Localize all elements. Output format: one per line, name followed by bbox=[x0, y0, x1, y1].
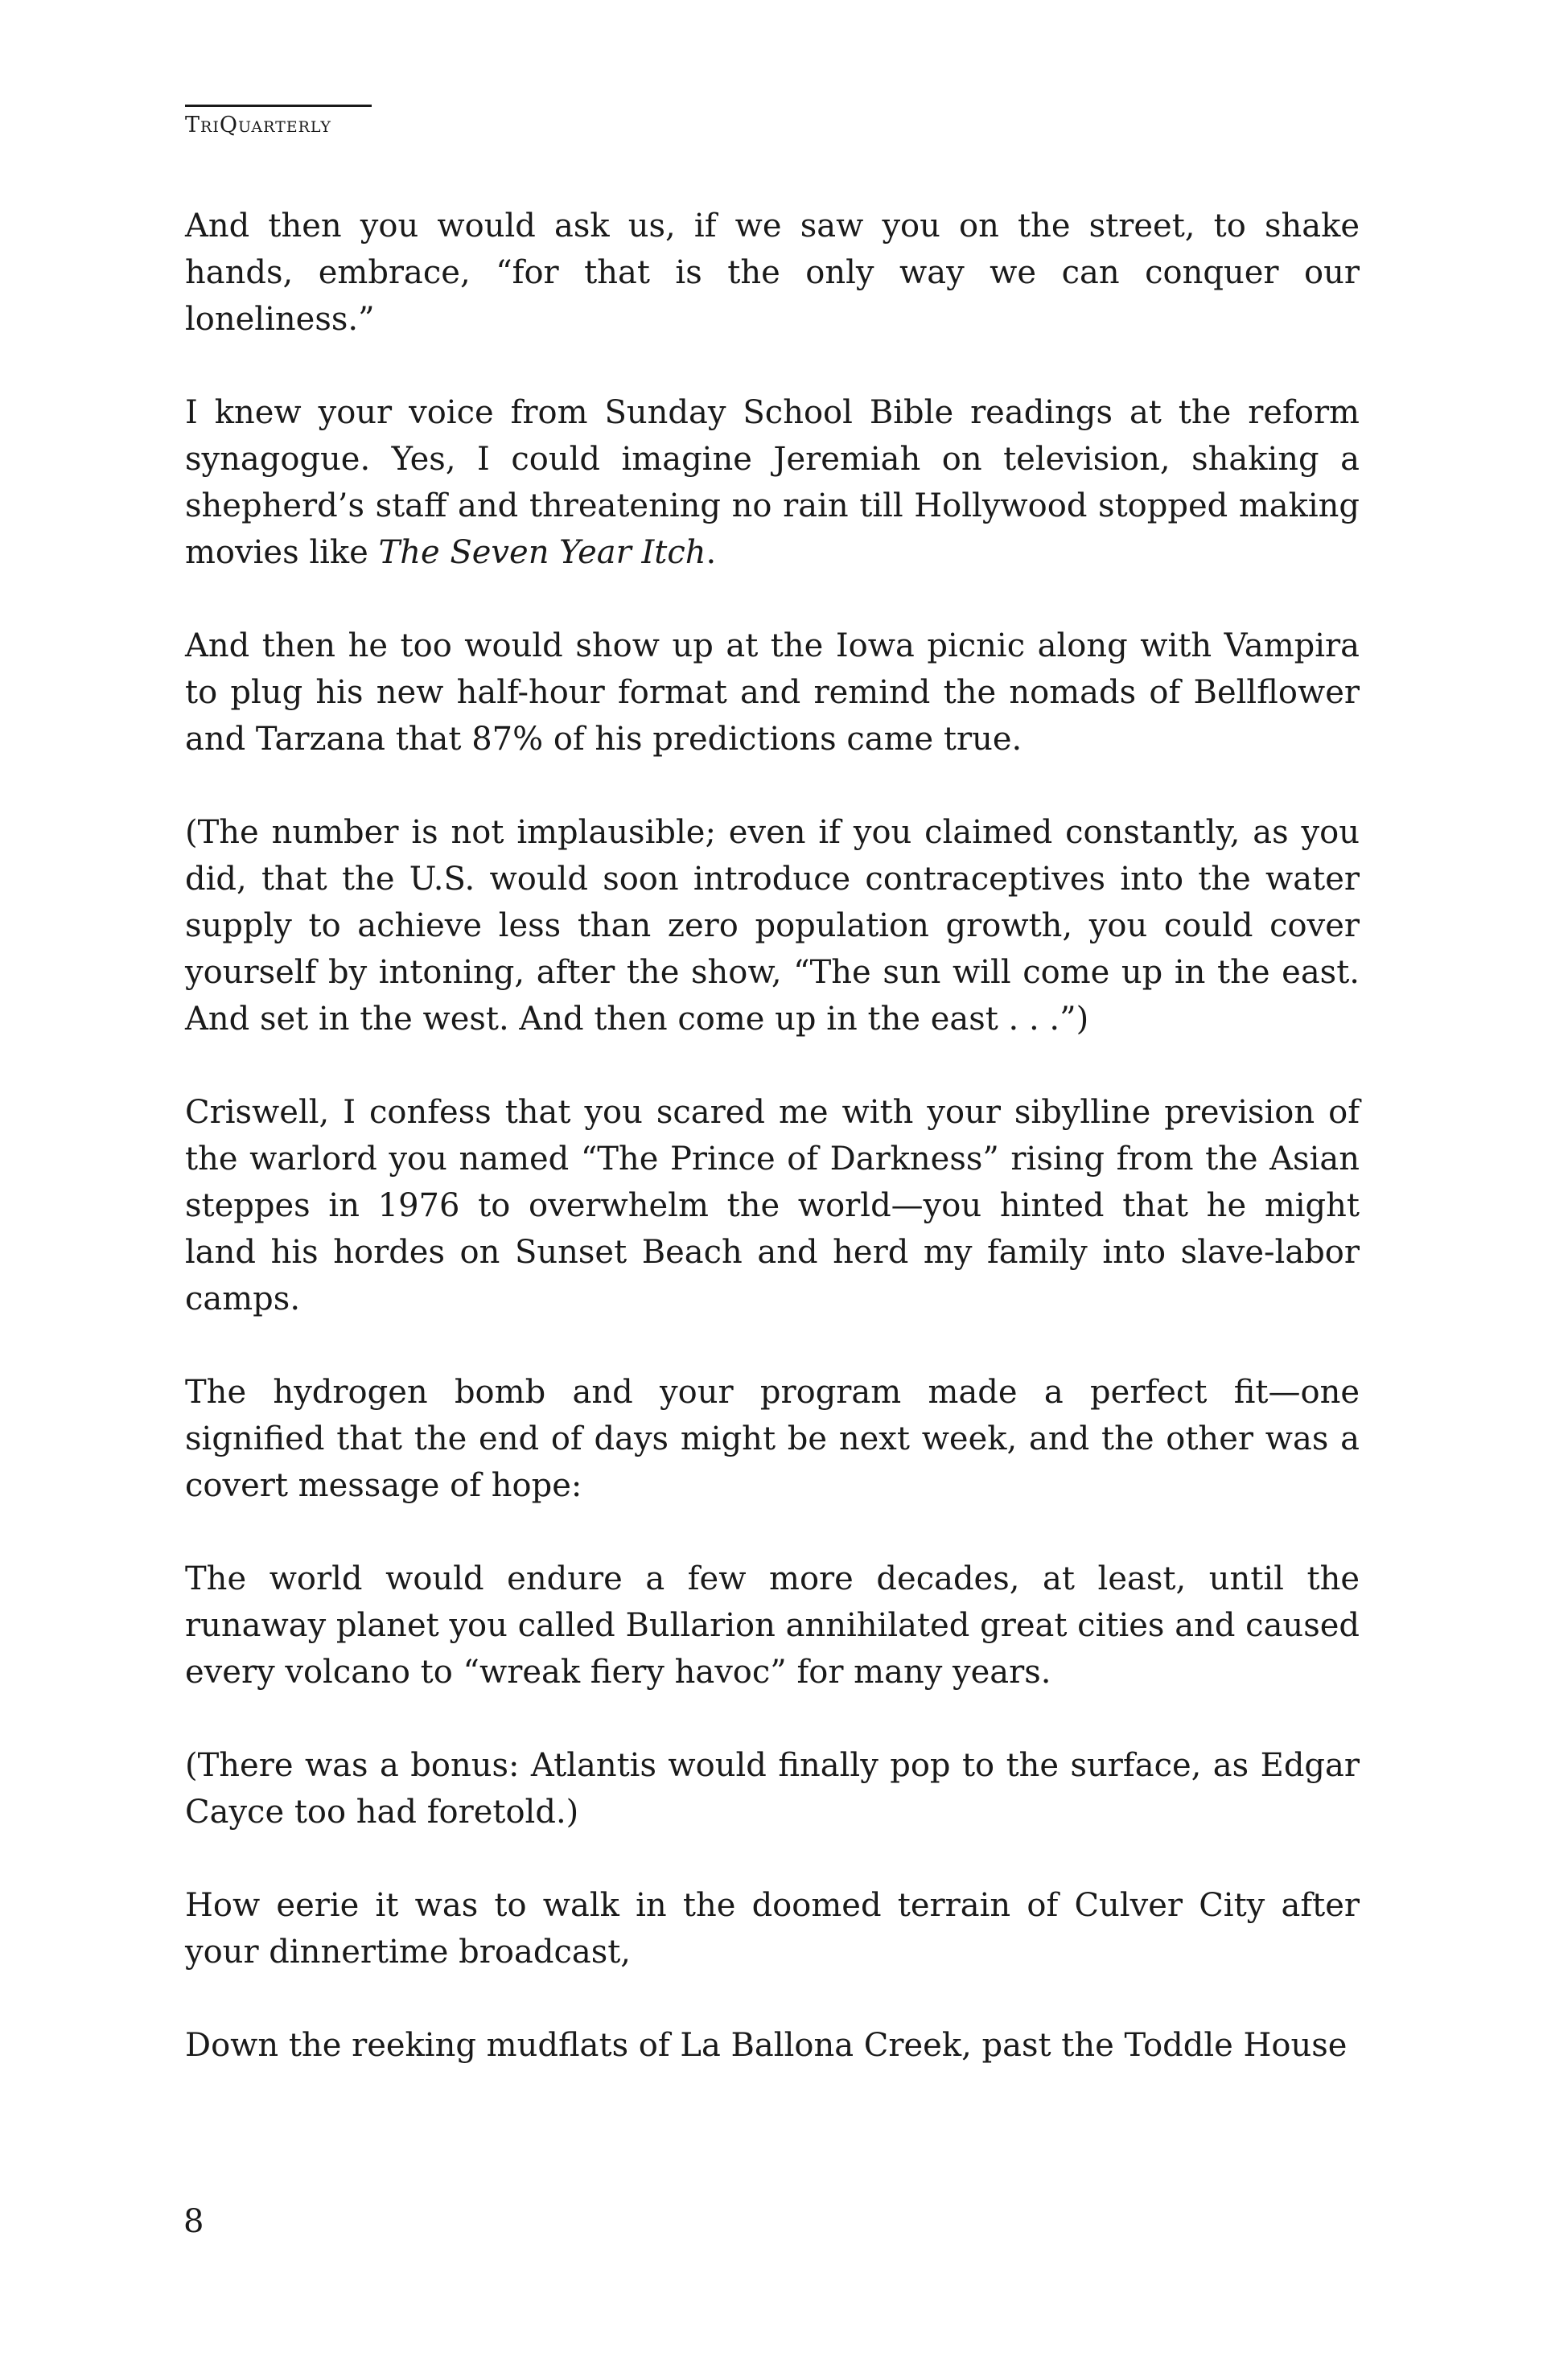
film-title: The Seven Year Itch bbox=[378, 534, 706, 571]
running-header: TriQuarterly bbox=[185, 113, 331, 138]
paragraph-8: (There was a bonus: Atlantis would finally pop to the surface, as Edgar Cayce too had foretold.) bbox=[185, 1747, 1360, 1831]
paragraph-9: How eerie it was to walk in the doomed terrain of Culver City after your dinnertime broadcast, bbox=[185, 1887, 1360, 1971]
paragraph-4: (The number is not implausible; even if you claimed constantly, as you did, that the U.S. would soon introduce contraceptives into the water supply to achieve less than zero population growth, you could cover yourself by intoning, after the show, “The sun will come up in the east. And set in the west. And then come up in the east . . .”) bbox=[185, 814, 1360, 1038]
page-number: 8 bbox=[183, 2203, 204, 2240]
paragraph-6: The hydrogen bomb and your program made a perfect fit—one signified that the end of days might be next week, and the other was a covert message of hope: bbox=[185, 1374, 1360, 1504]
header-rule bbox=[185, 105, 372, 107]
paragraph-2-end: . bbox=[706, 534, 717, 571]
paragraph-7: The world would endure a few more decades, at least, until the runaway planet you called Bullarion annihilated great cities and caused every volcano to “wreak fiery havoc” for many years. bbox=[185, 1560, 1360, 1691]
paragraph-3: And then he too would show up at the Iowa picnic along with Vampira to plug his new half-hour format and remind the nomads of Bellflower and Tarzana that 87% of his predictions came true. bbox=[185, 627, 1360, 758]
body-text bbox=[185, 203, 1360, 2115]
paragraph-1: And then you would ask us, if we saw you on the street, to shake hands, embrace, “for that is the only way we can conquer our loneliness.” bbox=[185, 208, 1360, 338]
paragraph-5: Criswell, I confess that you scared me with your sibylline prevision of the warlord you named “The Prince of Darkness” rising from the Asian steppes in 1976 to overwhelm the world—you hinted that he might land his hordes on Sunset Beach and herd my family into slave-labor camps. bbox=[185, 1094, 1360, 1317]
paragraph-10: Down the reeking mudflats of La Ballona Creek, past the Toddle House bbox=[185, 2027, 1348, 2064]
paragraph-2-text: I knew your voice from Sunday School Bible readings at the reform synagogue. Yes, I could imagine Jeremiah on television, shaking a shepherd’s staff and threatening no rain till Hollywood stopped making movies like bbox=[185, 394, 1360, 571]
paragraph-2 bbox=[185, 389, 1360, 576]
